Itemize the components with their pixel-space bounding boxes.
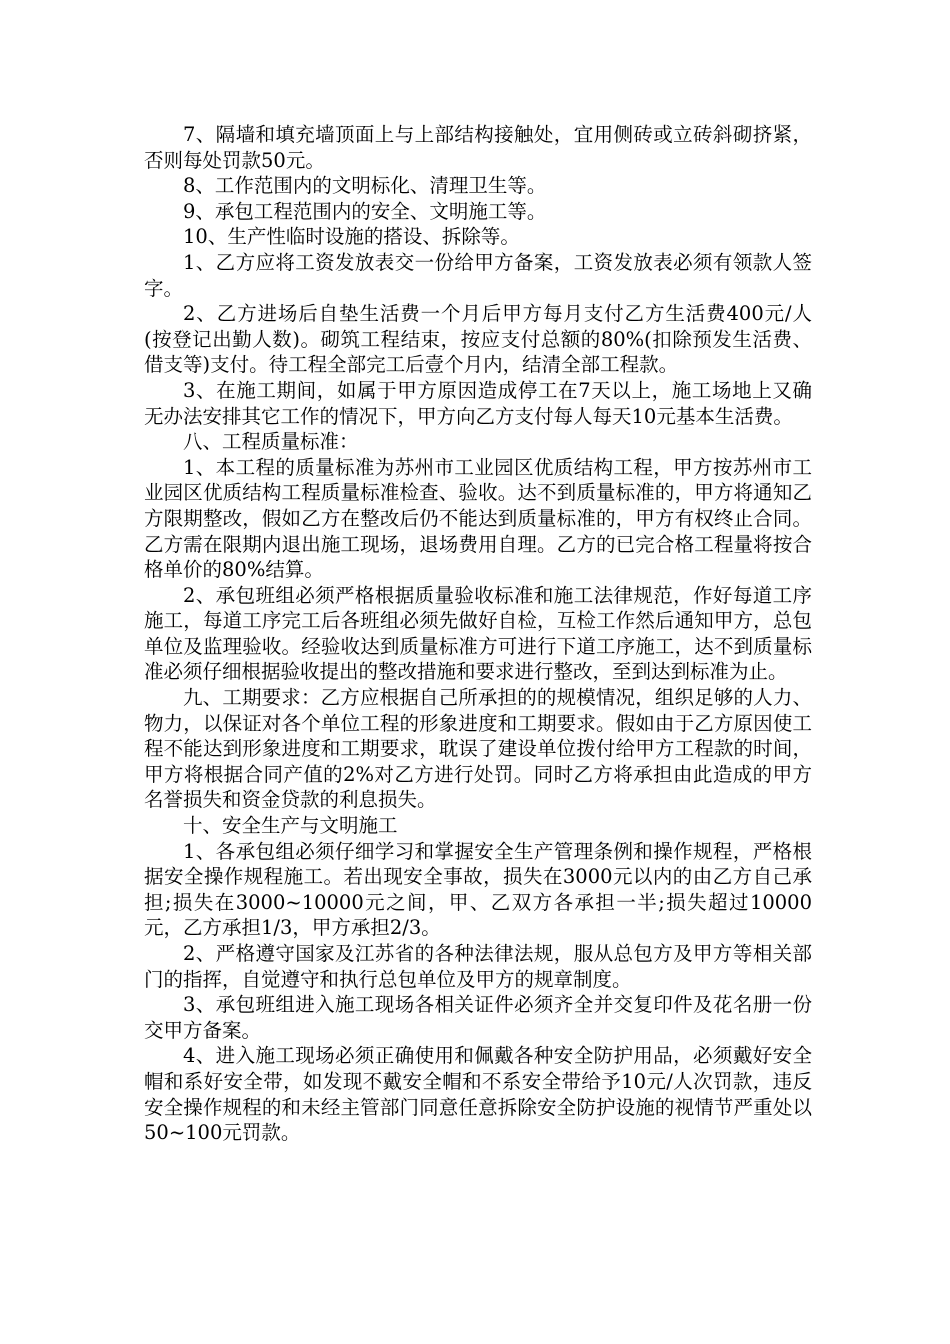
paragraph: 1、乙方应将工资发放表交一份给甲方备案，工资发放表必须有领款人签字。	[144, 250, 812, 300]
paragraph: 7、隔墙和填充墙顶面上与上部结构接触处，宜用侧砖或立砖斜砌挤紧，否则每处罚款50元。	[144, 123, 812, 172]
section-heading: 十、安全生产与文明施工	[183, 814, 398, 838]
paragraph: 1、本工程的质量标准为苏州市工业园区优质结构工程，甲方按苏州市工业园区优质结构工程质量标准检查、验收。达不到质量标准的，甲方将通知乙方限期整改，假如乙方在整改后仍不能达到质量标准的，甲方有权终止合同。乙方需在限期内退出施工现场，退场费用自理。乙方的已完合格工程量将按合格单价的80%结算。	[144, 455, 812, 582]
paragraph: 9、承包工程范围内的安全、文明施工等。	[183, 199, 547, 223]
document-page	[144, 122, 812, 1146]
paragraph: 8、工作范围内的文明标化、清理卫生等。	[183, 174, 547, 198]
paragraph: 4、进入施工现场必须正确使用和佩戴各种安全防护用品，必须戴好安全帽和系好安全带，如发现不戴安全帽和不系安全带给予10元/人次罚款，违反安全操作规程的和未经主管部门同意任意拆除安全防护设施的视情节严重处以50~100元罚款。	[144, 1044, 812, 1145]
paragraph: 1、各承包组必须仔细学习和掌握安全生产管理条例和操作规程，严格根据安全操作规程施工。若出现安全事故，损失在3000元以内的由乙方自己承担;损失在3000~10000元之间，甲、乙双方各承担一半;损失超过10000元，乙方承担1/3，甲方承担2/3。	[144, 839, 812, 940]
section-heading: 九、工期要求：乙方应根据自己所承担的的规模情况，组织足够的人力、物力，以保证对各个单位工程的形象进度和工期要求。假如由于乙方原因使工程不能达到形象进度和工期要求，耽误了建设单位拨付给甲方工程款的时间，甲方将根据合同产值的2%对乙方进行处罚。同时乙方将承担由此造成的甲方名誉损失和资金贷款的利息损失。	[144, 686, 812, 812]
paragraph: 10、生产性临时设施的搭设、拆除等。	[183, 225, 520, 249]
paragraph: 2、严格遵守国家及江苏省的各种法律法规，服从总包方及甲方等相关部门的指挥，自觉遵守和执行总包单位及甲方的规章制度。	[144, 942, 812, 991]
paragraph: 3、在施工期间，如属于甲方原因造成停工在7天以上，施工场地上又确无办法安排其它工作的情况下，甲方向乙方支付每人每天10元基本生活费。	[144, 378, 812, 428]
paragraph: 3、承包班组进入施工现场各相关证件必须齐全并交复印件及花名册一份交甲方备案。	[144, 993, 812, 1042]
paragraph: 2、承包班组必须严格根据质量验收标准和施工法律规范，作好每道工序施工，每道工序完工后各班组必须先做好自检，互检工作然后通知甲方，总包单位及监理验收。经验收达到质量标准方可进行下道工序施工，达不到质量标准必须仔细根据验收提出的整改措施和要求进行整改，至到达到标准为止。	[144, 583, 812, 684]
paragraph: 2、乙方进场后自垫生活费一个月后甲方每月支付乙方生活费400元/人(按登记出勤人数)。砌筑工程结束，按应支付总额的80%(扣除预发生活费、借支等)支付。待工程全部完工后壹个月内，结清全部工程款。	[144, 302, 812, 377]
section-heading: 八、工程质量标准：	[183, 430, 359, 454]
